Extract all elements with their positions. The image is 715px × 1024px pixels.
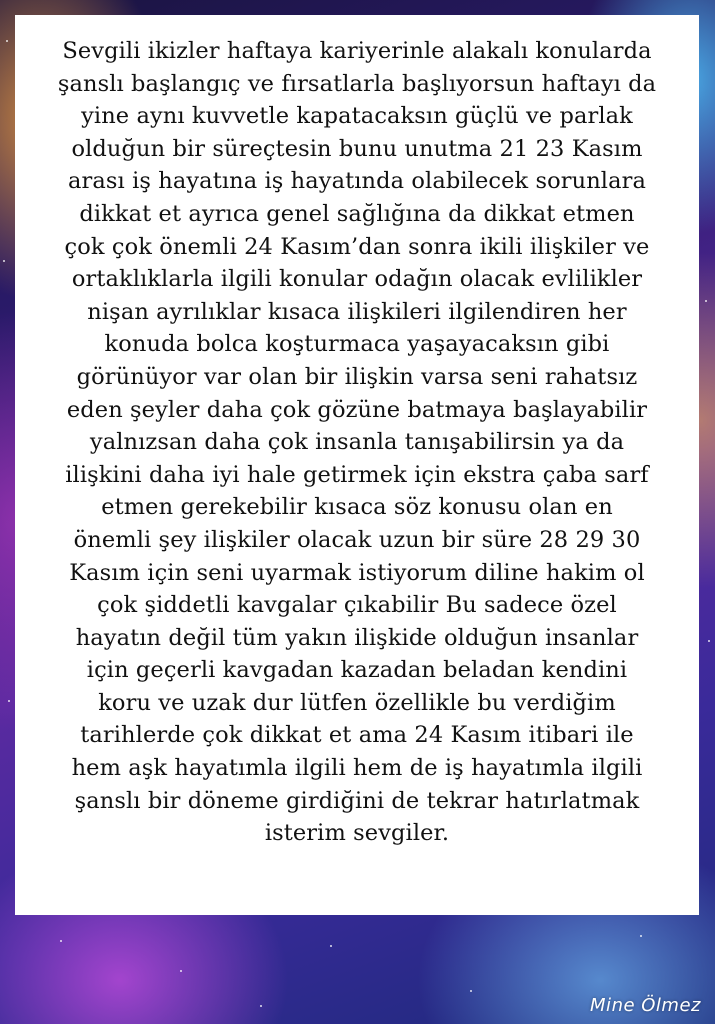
text-line: eden şeyler daha çok gözüne batmaya başlayabilir [66,396,648,423]
text-line: arası iş hayatına iş hayatında olabilecek sorunlara [67,168,646,195]
star-decoration [640,935,642,937]
text-line: nişan ayrılıklar kısaca ilişkileri ilgilendiren her [87,298,627,325]
text-line: çok çok önemli 24 Kasım’dan sonra ikili ilişkiler ve [64,233,650,260]
text-line: hayatın değil tüm yakın ilişkide olduğun insanlar [75,624,639,651]
text-line: yalnızsan daha çok insanla tanışabilirsin ya da [89,429,625,456]
star-decoration [260,1005,262,1007]
star-decoration [60,940,62,942]
text-line: olduğun bir süreçtesin bunu unutma 21 23 Kasım [71,135,643,162]
text-line: çok şiddetli kavgalar çıkabilir Bu sadece özel [97,592,617,619]
text-line: Kasım için seni uyarmak istiyorum diline hakim ol [69,559,645,586]
text-line: şanslı bir döneme girdiğini de tekrar hatırlatmak [74,787,640,814]
text-line: koru ve uzak dur lütfen özellikle bu verdiğim [98,689,616,716]
text-line: şanslı başlangıç ve fırsatlarla başlıyorsun haftayı da [57,70,657,97]
text-line: isterim sevgiler. [264,820,450,847]
star-decoration [6,40,8,42]
star-decoration [180,970,182,972]
text-line: Sevgili ikizler haftaya kariyerinle alakalı konularda [62,38,652,64]
star-decoration [470,990,472,992]
text-line: dikkat et ayrıca genel sağlığına da dikkat etmen [79,200,635,227]
author-signature: Mine Ölmez [590,995,701,1016]
text-card [15,15,699,915]
star-decoration [330,945,332,947]
text-line: hem aşk hayatımla ilgili hem de iş hayatımla ilgili [71,755,643,782]
star-decoration [705,300,707,302]
star-decoration [3,260,5,262]
text-line: tarihlerde çok dikkat et ama 24 Kasım itibari ile [80,722,634,749]
text-line: önemli şey ilişkiler olacak uzun bir süre 28 29 30 [73,526,641,553]
star-decoration [708,640,710,642]
text-line: ilişkini daha iyi hale getirmek için ekstra çaba sarf [65,461,649,488]
text-line: görünüyor var olan bir ilişkin varsa seni rahatsız [76,363,638,390]
star-decoration [8,700,10,702]
text-line: için geçerli kavgadan kazadan beladan kendini [86,657,628,684]
text-line: etmen gerekebilir kısaca söz konusu olan en [101,494,613,521]
text-line: ortaklıklarla ilgili konular odağın olacak evlilikler [71,266,643,293]
text-line: konuda bolca koşturmaca yaşayacaksın gibi [104,331,610,358]
text-line: yine aynı kuvvetle kapatacaksın güçlü ve parlak [81,103,633,130]
